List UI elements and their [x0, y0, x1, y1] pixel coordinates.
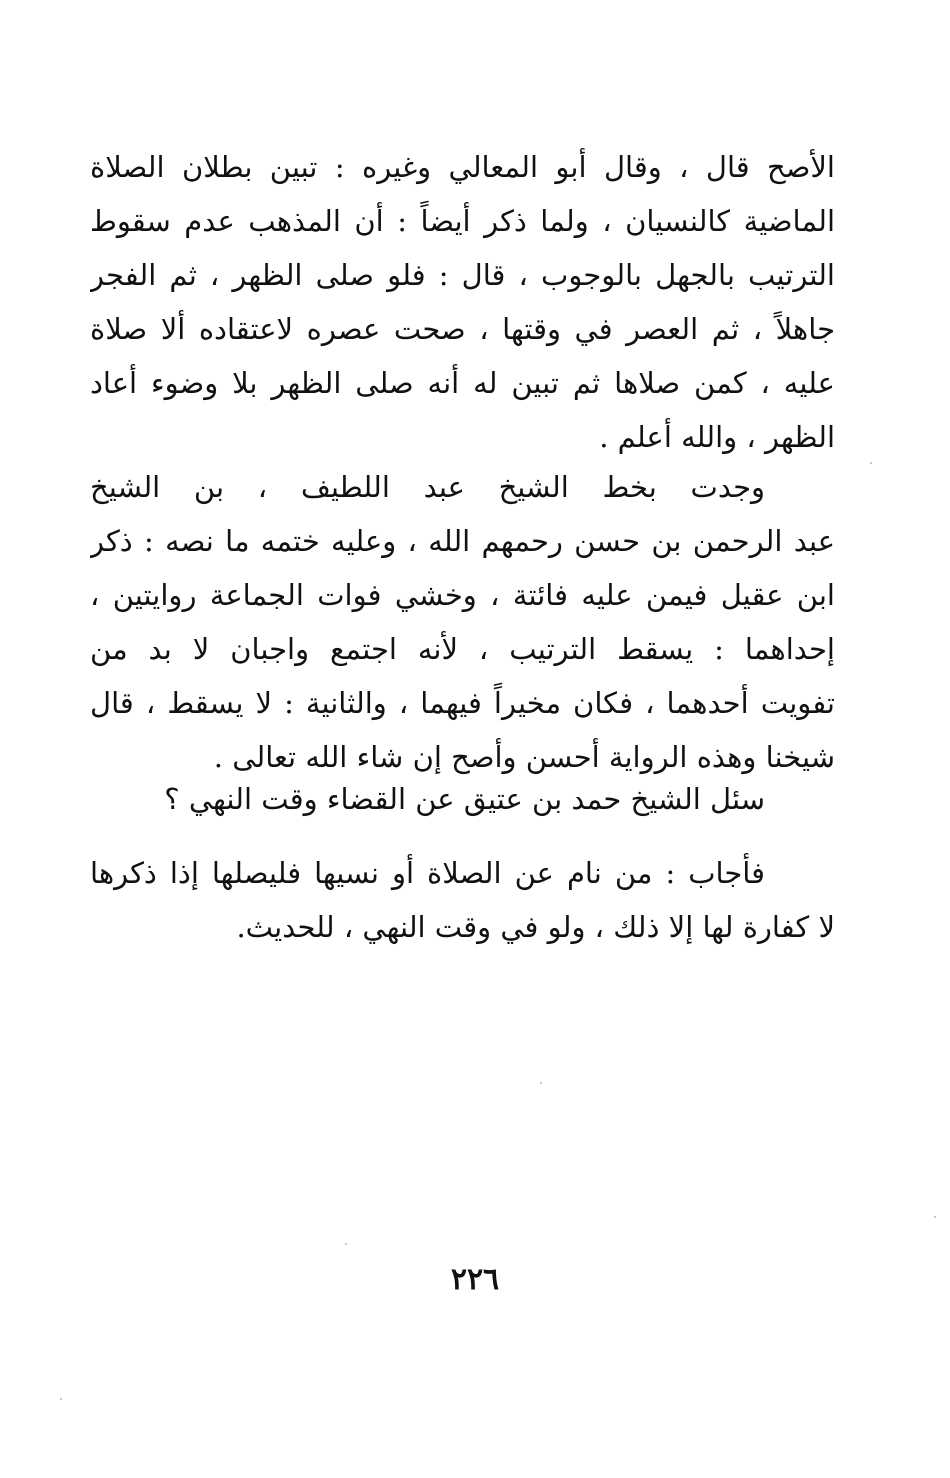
text-line: عليه ، كمن صلاها ثم تبين له أنه صلى الظهر بلا وضوء أعاد: [90, 366, 835, 400]
scan-speck: [540, 1082, 542, 1084]
text-line: الماضية كالنسيان ، ولما ذكر أيضاً : أن المذهب عدم سقوط: [90, 204, 835, 238]
text-line: وجدت بخط الشيخ عبد اللطيف ، بن الشيخ: [90, 470, 765, 504]
text-line: الترتيب بالجهل بالوجوب ، قال : فلو صلى الظهر ، ثم الفجر: [90, 258, 835, 292]
scan-speck: [870, 462, 872, 464]
text-line: شيخنا وهذه الرواية أحسن وأصح إن شاء الله تعالى .: [213, 740, 835, 774]
text-line: سئل الشيخ حمد بن عتيق عن القضاء وقت النهي ؟: [164, 782, 765, 816]
paragraph-4: [90, 846, 835, 954]
scan-speck: [60, 1398, 62, 1400]
text-line: لا كفارة لها إلا ذلك ، ولو في وقت النهي ، للحديث.: [236, 910, 835, 944]
text-line: إحداهما : يسقط الترتيب ، لأنه اجتمع واجبان لا بد من: [90, 632, 835, 666]
paragraph-1: [90, 140, 835, 464]
scan-speck: [934, 1216, 936, 1218]
text-line: ابن عقيل فيمن عليه فائتة ، وخشي فوات الجماعة روايتين ،: [90, 578, 835, 612]
text-line: جاهلاً ، ثم العصر في وقتها ، صحت عصره لاعتقاده ألا صلاة: [90, 312, 835, 346]
text-line: تفويت أحدهما ، فكان مخيراً فيهما ، والثانية : لا يسقط ، قال: [90, 686, 835, 720]
text-line: عبد الرحمن بن حسن رحمهم الله ، وعليه ختمه ما نصه : ذكر: [90, 524, 835, 558]
paragraph-3: [90, 772, 835, 826]
paragraph-2: [90, 460, 835, 784]
text-line: فأجاب : من نام عن الصلاة أو نسيها فليصلها إذا ذكرها: [90, 856, 765, 890]
text-line: الأصح قال ، وقال أبو المعالي وغيره : تبين بطلان الصلاة: [90, 150, 835, 184]
text-line: الظهر ، والله أعلم .: [599, 420, 835, 454]
scan-speck: [345, 1243, 347, 1245]
page-number: ٢٢٦: [450, 1262, 500, 1297]
